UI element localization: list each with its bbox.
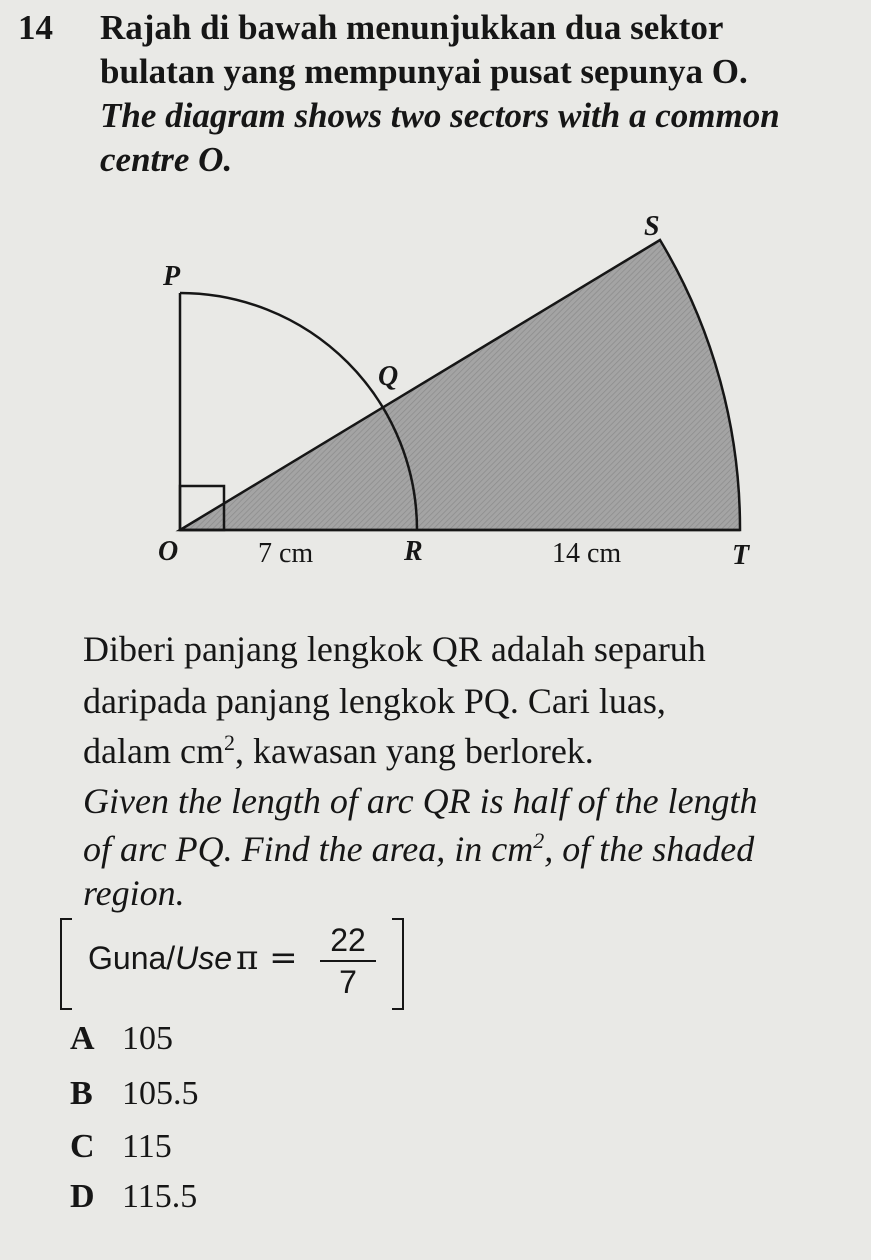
malay-body-line-1: Diberi panjang lengkok QR adalah separuh	[83, 629, 706, 669]
label-p: P	[163, 261, 181, 292]
question-number: 14	[18, 8, 53, 47]
malay-intro-line-2: bulatan yang mempunyai pusat sepunya O.	[100, 52, 748, 91]
label-q: Q	[378, 361, 399, 392]
shaded-sector	[180, 240, 740, 530]
malay-intro-line-1: Rajah di bawah menunjukkan dua sektor	[100, 8, 724, 47]
label-r: R	[404, 536, 423, 567]
label-o: O	[158, 536, 179, 567]
right-bracket	[392, 918, 404, 1010]
sector-diagram	[0, 0, 871, 620]
option-b[interactable]: B 105.5	[70, 1075, 199, 1112]
pi-symbol: π =	[236, 938, 298, 978]
left-bracket	[60, 918, 72, 1010]
english-body-line-3: region.	[83, 873, 185, 913]
option-c[interactable]: C 115	[70, 1128, 172, 1165]
malay-body-line-3: dalam $cm^2$, kawasan yang berlorek.	[83, 730, 594, 771]
pi-fraction: $\frac{22}{7}$	[320, 920, 376, 1002]
english-body-line-1: Given the length of arc QR is half of the length	[83, 781, 758, 821]
option-a[interactable]: A 105	[70, 1020, 173, 1057]
option-d[interactable]: D 115.5	[70, 1178, 198, 1215]
english-intro-line-2: centre O.	[100, 140, 233, 179]
malay-body-line-2: daripada panjang lengkok PQ. Cari luas,	[83, 681, 666, 721]
english-intro-line-1: The diagram shows two sectors with a common	[100, 96, 780, 135]
label-or-length: 7 cm	[258, 538, 314, 569]
label-t: T	[732, 540, 750, 571]
english-body-line-2: of arc PQ. Find the area, in $cm^2$, of the shaded	[83, 828, 755, 869]
label-rt-length: 14 cm	[552, 538, 622, 569]
label-s: S	[644, 211, 660, 242]
